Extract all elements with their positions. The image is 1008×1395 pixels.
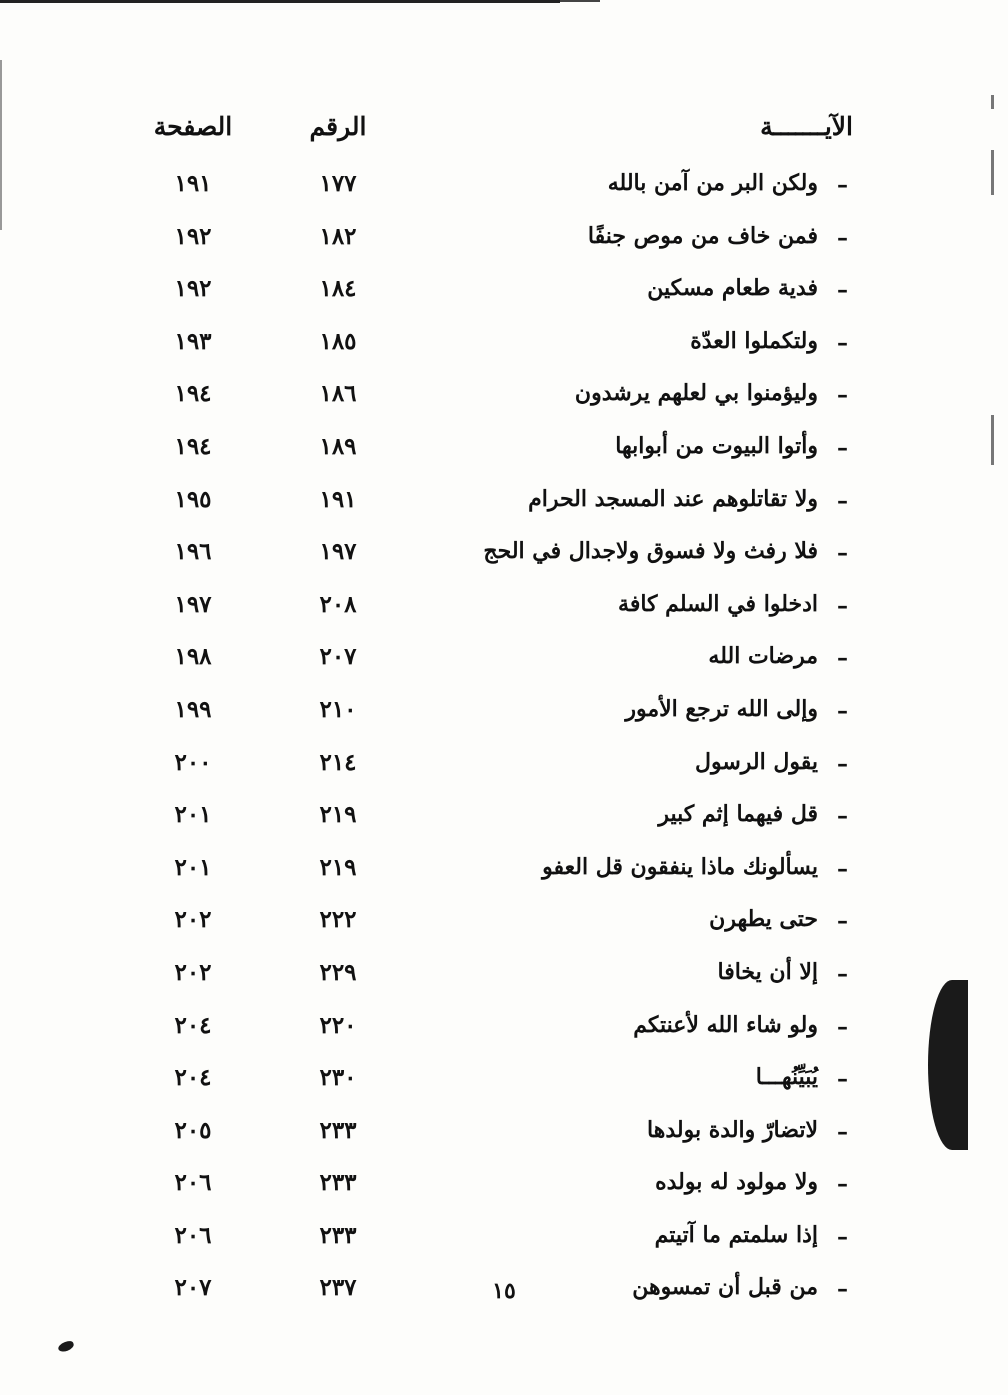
- page-number: ١٥: [492, 1278, 516, 1304]
- table-row: [0, 164, 1008, 217]
- verse-number: ٢٣٠: [319, 1064, 357, 1092]
- row-dash: –: [837, 540, 848, 567]
- page-ref: ٢٠٦: [174, 1221, 212, 1249]
- row-dash: –: [837, 1276, 848, 1303]
- verse-text: مرضات الله: [708, 643, 818, 670]
- row-dash: –: [837, 1171, 848, 1198]
- page-ref: ٢٠٦: [174, 1169, 212, 1197]
- table-row: [0, 637, 1008, 690]
- table-row: [0, 1006, 1008, 1059]
- row-dash: –: [837, 1013, 848, 1040]
- table-row: [0, 848, 1008, 901]
- page-ref: ١٩٢: [174, 222, 212, 250]
- verse-text: فمن خاف من موص جنفًا: [587, 222, 818, 249]
- table-row: [0, 269, 1008, 322]
- scan-ink-mark: [57, 1340, 75, 1354]
- verse-text: ادخلوا في السلم كافة: [618, 590, 818, 617]
- verse-number: ١٩١: [319, 485, 357, 513]
- table-row: [0, 322, 1008, 375]
- table-row: [0, 795, 1008, 848]
- row-dash: –: [837, 329, 848, 356]
- page-ref: ٢٠٤: [174, 1064, 212, 1092]
- top-rule: [0, 0, 560, 3]
- verse-text: يقول الرسول: [695, 748, 818, 775]
- verse-number: ١٨٩: [319, 432, 357, 460]
- page-ref: ٢٠٢: [174, 958, 212, 986]
- verse-number: ٢٣٣: [319, 1116, 357, 1144]
- table-row: [0, 374, 1008, 427]
- table-row: [0, 1058, 1008, 1111]
- verse-number: ١٧٧: [319, 170, 357, 197]
- verse-number: ٢٠٨: [319, 590, 357, 618]
- page-ref: ١٩٢: [174, 275, 212, 303]
- table-row: [0, 743, 1008, 796]
- row-dash: –: [837, 1118, 848, 1145]
- verse-number: ٢١٩: [319, 801, 357, 829]
- verse-text: حتى يطهرن: [709, 906, 818, 933]
- verse-text: وأتوا البيوت من أبوابها: [615, 432, 818, 459]
- page-ref: ٢٠١: [174, 853, 212, 881]
- table-row: [0, 585, 1008, 638]
- page-ref: ٢٠٥: [174, 1116, 212, 1144]
- row-dash: –: [837, 697, 848, 724]
- row-dash: –: [837, 487, 848, 514]
- verse-number: ٢٣٣: [319, 1221, 357, 1249]
- page-ref: ١٩٣: [174, 327, 212, 355]
- page-ref: ١٩٥: [174, 485, 212, 513]
- table-row: [0, 953, 1008, 1006]
- verse-text: يسألونك ماذا ينفقون قل العفو: [542, 853, 818, 880]
- verse-text: ولا تقاتلوهم عند المسجد الحرام: [528, 485, 818, 512]
- row-dash: –: [837, 434, 848, 461]
- table-row: [0, 480, 1008, 533]
- verse-number: ٢٢٩: [319, 958, 357, 986]
- row-dash: –: [837, 960, 848, 987]
- row-dash: –: [837, 908, 848, 935]
- verse-number: ١٩٧: [319, 538, 357, 566]
- verse-text: من قبل أن تمسوهن: [632, 1274, 818, 1301]
- top-rule-fragment: [560, 0, 600, 2]
- table-row: [0, 427, 1008, 480]
- verse-text: وإلى الله ترجع الأمور: [625, 695, 818, 722]
- header-number: الرقم: [309, 112, 367, 141]
- verse-text: إلا أن يخافا: [717, 958, 818, 985]
- verse-text: إذا سلمتم ما آتيتم: [654, 1221, 818, 1248]
- verse-number: ١٨٦: [319, 380, 357, 408]
- header-page: الصفحة: [153, 112, 233, 141]
- row-dash: –: [837, 1066, 848, 1093]
- table-row: [0, 1163, 1008, 1216]
- row-dash: –: [837, 277, 848, 304]
- verse-text: قل فيهما إثم كبير: [658, 801, 818, 828]
- header-aya: الآيـــــــة: [760, 112, 853, 141]
- verse-number: ١٨٤: [319, 275, 357, 303]
- verse-text: لاتضارّ والدة بولدها: [647, 1116, 818, 1143]
- page-ref: ١٩٤: [174, 380, 212, 408]
- page-ref: ٢٠١: [174, 801, 212, 829]
- row-dash: –: [837, 382, 848, 409]
- verse-text: ولو شاء الله لأعنتكم: [633, 1011, 818, 1038]
- page-ref: ١٩٩: [174, 695, 212, 723]
- scan-speck: [991, 95, 994, 109]
- verse-number: ٢٠٧: [319, 643, 357, 671]
- table-row: [0, 1216, 1008, 1269]
- verse-text: فلا رفث ولا فسوق ولاجدال في الحج: [483, 538, 818, 565]
- row-dash: –: [837, 172, 848, 198]
- verse-number: ٢١٤: [319, 748, 357, 776]
- table-row: [0, 532, 1008, 585]
- page-ref: ٢٠٠: [174, 748, 212, 776]
- row-dash: –: [837, 645, 848, 672]
- table-row: [0, 217, 1008, 270]
- verse-text: فدية طعام مسكين: [647, 275, 818, 302]
- verse-text: ولا مولود له بولده: [655, 1169, 818, 1196]
- index-table-header: [0, 112, 1008, 156]
- verse-number: ٢٣٣: [319, 1169, 357, 1197]
- table-row: [0, 1111, 1008, 1164]
- verse-number: ٢٢٢: [319, 906, 357, 934]
- table-row: [0, 690, 1008, 743]
- verse-number: ١٨٢: [319, 222, 357, 250]
- verse-text: يُبَيِّنُهـــا: [755, 1064, 818, 1091]
- verse-number: ٢٣٧: [319, 1274, 357, 1302]
- page-ref: ٢٠٢: [174, 906, 212, 934]
- verse-number: ٢٢٠: [319, 1011, 357, 1039]
- row-dash: –: [837, 1223, 848, 1250]
- verse-number: ٢١٩: [319, 853, 357, 881]
- row-dash: –: [837, 224, 848, 251]
- index-table-body: [0, 164, 1008, 1321]
- page-ref: ١٩٧: [174, 590, 212, 618]
- page-ref: ٢٠٤: [174, 1011, 212, 1039]
- table-row: [0, 900, 1008, 953]
- row-dash: –: [837, 750, 848, 777]
- verse-number: ١٨٥: [319, 327, 357, 355]
- row-dash: –: [837, 803, 848, 830]
- page-ref: ١٩٦: [174, 538, 212, 566]
- verse-text: وليؤمنوا بي لعلهم يرشدون: [574, 380, 818, 407]
- page-ref: ١٩٤: [174, 432, 212, 460]
- verse-number: ٢١٠: [319, 695, 357, 723]
- row-dash: –: [837, 855, 848, 882]
- page-ref: ٢٠٧: [174, 1274, 212, 1302]
- verse-text: ولكن البر من آمن بالله: [607, 170, 818, 196]
- page-ref: ١٩٨: [174, 643, 212, 671]
- row-dash: –: [837, 592, 848, 619]
- page-ref: ١٩١: [174, 170, 212, 197]
- verse-text: ولتكملوا العدّة: [690, 327, 818, 354]
